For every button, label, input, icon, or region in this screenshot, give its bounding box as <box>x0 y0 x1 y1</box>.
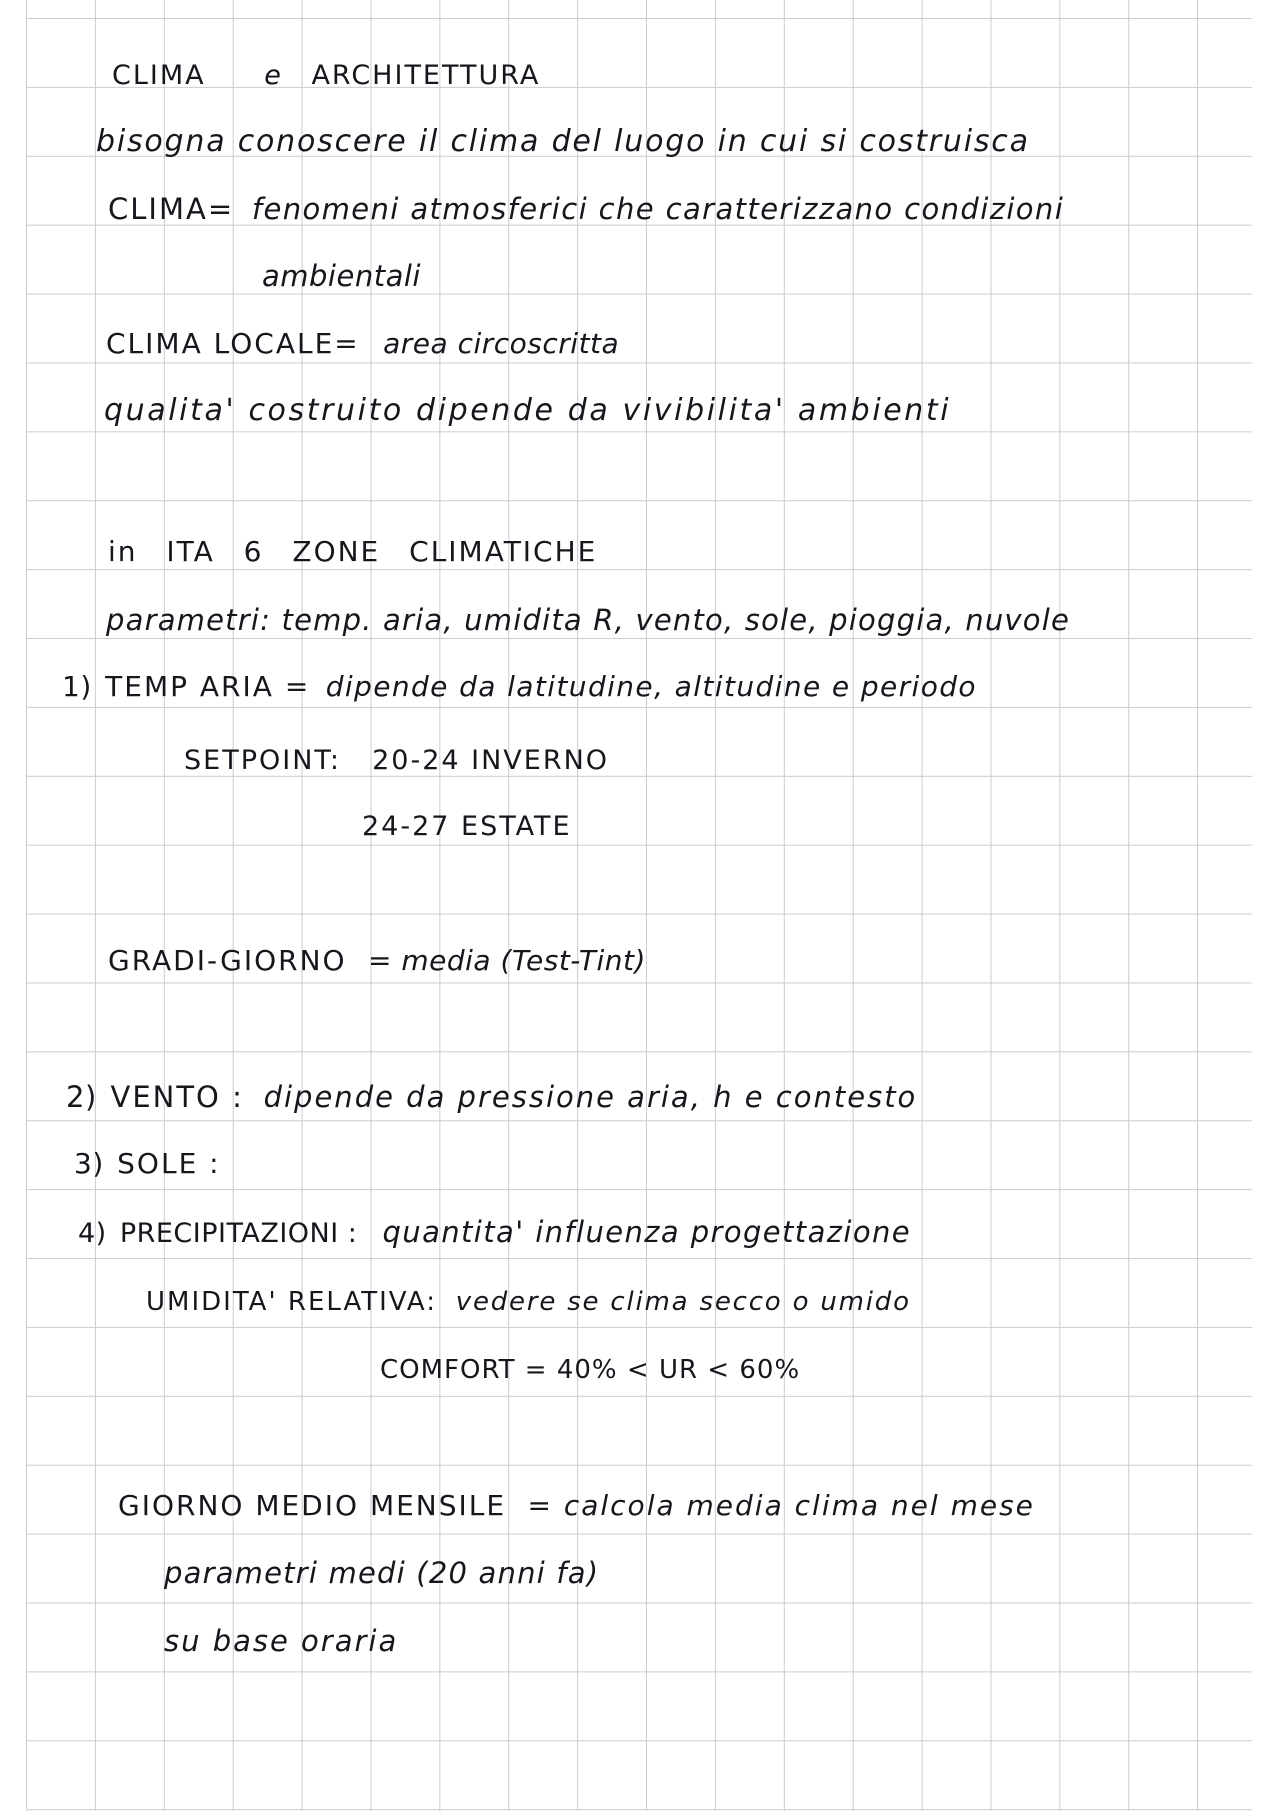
umidita-term: UMIDITA' RELATIVA: <box>146 1287 437 1317</box>
note-gradi-giorno <box>108 944 646 977</box>
note-clima-def <box>108 192 1065 226</box>
note-title <box>112 62 540 89</box>
temp-aria-text: dipende da latitudine, altitudine e periodo <box>325 670 977 703</box>
left-margin <box>0 0 26 1811</box>
note-vento <box>66 1080 918 1114</box>
right-margin <box>1252 0 1280 1811</box>
note-temp-aria <box>62 670 977 703</box>
vento-text: dipende da pressione aria, h e contesto <box>263 1080 918 1114</box>
vento-term: VENTO : <box>110 1080 244 1114</box>
note-zone: in ITA 6 ZONE CLIMATICHE <box>108 535 598 568</box>
temp-aria-term: TEMP ARIA = <box>105 670 311 703</box>
temp-aria-num: 1) <box>62 670 92 703</box>
setpoint-label: SETPOINT: <box>184 745 342 776</box>
note-qualita: qualita' costruito dipende da vivibilita' ambienti <box>104 393 952 428</box>
precipitazioni-num: 4) <box>78 1218 107 1249</box>
note-sole <box>74 1147 221 1180</box>
note-umidita <box>146 1289 911 1315</box>
gradi-giorno-term: GRADI-GIORNO <box>108 944 347 977</box>
title-architettura: ARCHITETTURA <box>311 60 541 91</box>
precipitazioni-term: PRECIPITAZIONI : <box>119 1218 358 1249</box>
note-comfort: COMFORT = 40% < UR < 60% <box>380 1355 801 1385</box>
setpoint-summer: 24-27 ESTATE <box>362 811 572 842</box>
setpoint-winter: 20-24 INVERNO <box>372 745 610 776</box>
umidita-text: vedere se clima secco o umido <box>455 1287 911 1317</box>
note-setpoint <box>184 747 609 774</box>
note-giorno-medio <box>118 1489 1035 1522</box>
clima-def-text: fenomeni atmosferici che caratterizzano condizioni <box>251 192 1065 226</box>
giorno-medio-text: = calcola media clima nel mese <box>527 1489 1035 1522</box>
clima-def-term: CLIMA= <box>108 192 235 226</box>
note-clima-locale <box>106 327 620 360</box>
clima-locale-term: CLIMA LOCALE= <box>106 327 360 360</box>
note-clima-def-cont: ambientali <box>262 259 421 293</box>
note-precipitazioni <box>78 1215 911 1249</box>
precipitazioni-text: quantita' influenza progettazione <box>382 1215 911 1249</box>
note-base-oraria: su base oraria <box>164 1624 399 1658</box>
note-parametri-medi: parametri medi (20 anni fa) <box>164 1556 600 1590</box>
note-parametri: parametri: temp. aria, umidita R, vento, sole, pioggia, nuvole <box>106 603 1071 637</box>
sole-term: SOLE : <box>117 1147 221 1180</box>
gradi-giorno-text: = media (Test-Tint) <box>367 944 646 977</box>
giorno-medio-term: GIORNO MEDIO MENSILE <box>118 1489 507 1522</box>
vento-num: 2) <box>66 1080 97 1114</box>
title-e: e <box>264 60 283 91</box>
note-intro: bisogna conoscere il clima del luogo in cui si costruisca <box>96 124 1030 159</box>
sole-num: 3) <box>74 1147 104 1180</box>
clima-locale-text: area circoscritta <box>383 327 620 360</box>
title-clima: CLIMA <box>112 60 206 91</box>
